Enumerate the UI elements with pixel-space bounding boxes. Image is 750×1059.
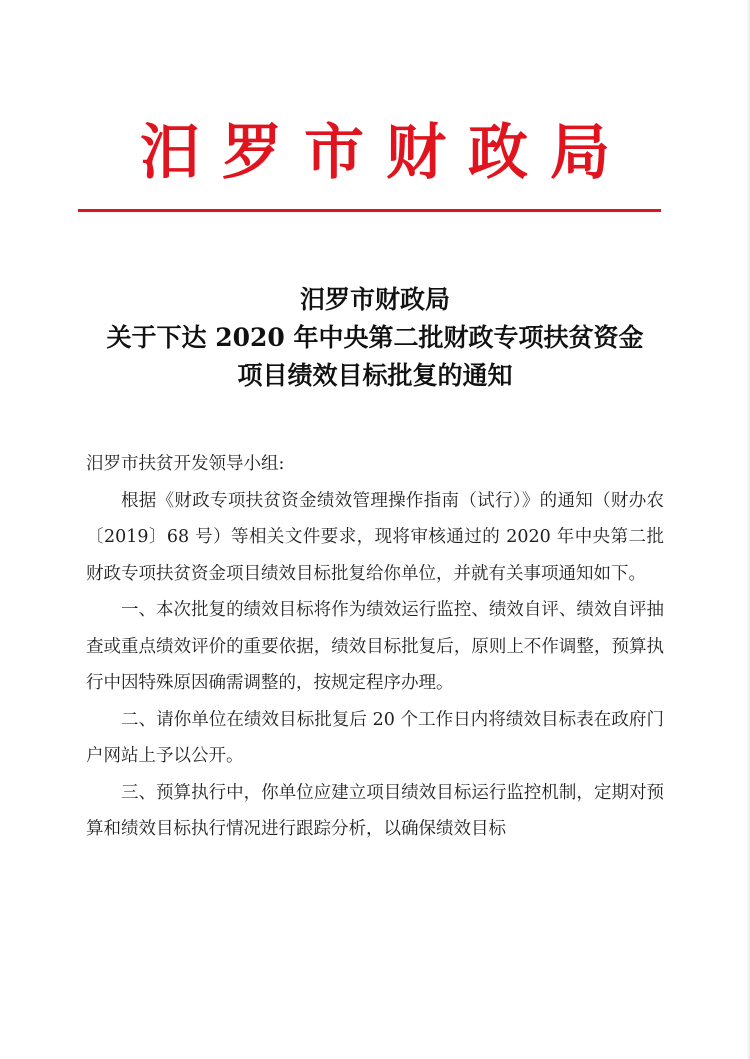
document-body: [86, 446, 664, 848]
salutation: 汨罗市扶贫开发领导小组:: [86, 454, 285, 474]
document-title: [0, 281, 750, 395]
title-line-2: 关于下达 2020 年中央第二批财政专项扶贫资金: [106, 323, 644, 352]
paragraph-item-3: 三、预算执行中，你单位应建立项目绩效目标运行监控机制，定期对预算和绩效目标执行情况进行跟踪分析，以确保绩效目标: [86, 782, 664, 839]
title-line-1: 汨罗市财政局: [299, 285, 450, 314]
paragraph-intro: 根据《财政专项扶贫资金绩效管理操作指南（试行）》的通知（财办农〔2019〕68 号）等相关文件要求，现将审核通过的 2020 年中央第二批财政专项扶贫资金项目绩效目标批复给你单位，并就有关事项通知如下。: [86, 490, 664, 584]
letterhead-org-name: 汨罗市财政局: [140, 118, 632, 188]
paragraph-item-1: 一、本次批复的绩效目标将作为绩效运行监控、绩效自评、绩效自评抽查或重点绩效评价的重要依据，绩效目标批复后，原则上不作调整，预算执行中因特殊原因确需调整的，按规定程序办理。: [86, 600, 664, 693]
paragraph-item-2: 二、请你单位在绩效目标批复后 20 个工作日内将绩效目标表在政府门户网站上予以公开。: [86, 709, 664, 766]
letterhead-red-rule: [78, 209, 661, 212]
title-line-3: 项目绩效目标批复的通知: [237, 361, 513, 390]
